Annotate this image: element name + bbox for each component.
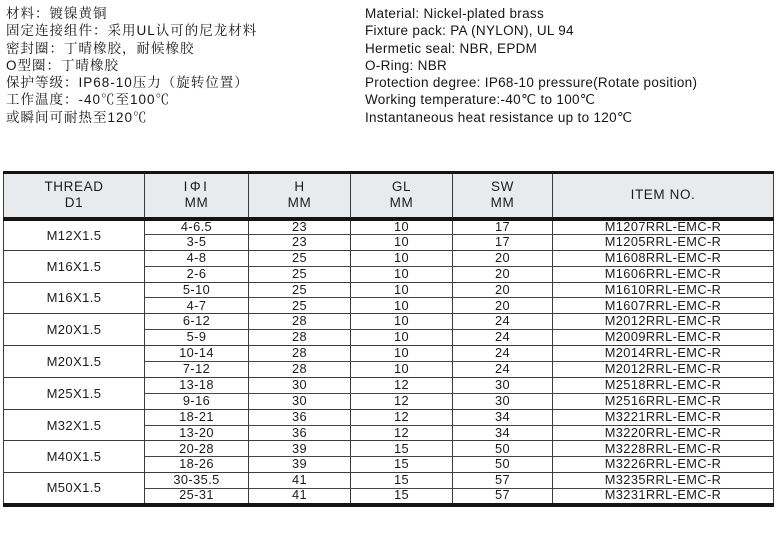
item-no-cell: M2012RRL-EMC-R: [553, 362, 774, 378]
gl-cell: 12: [351, 377, 453, 393]
sw-cell: 24: [453, 346, 553, 362]
item-no-cell: M2009RRL-EMC-R: [553, 330, 774, 346]
spec-line-material-zh: 材料：镀镍黄铜: [6, 6, 108, 21]
spec-line-seal-zh: 密封圈：丁晴橡胶，耐候橡胶: [6, 40, 195, 56]
item-no-cell: M3226RRL-EMC-R: [553, 457, 774, 473]
item-no-cell: M2012RRL-EMC-R: [553, 314, 774, 330]
gl-cell: 12: [351, 393, 453, 409]
sw-cell: 24: [453, 330, 553, 346]
item-no-cell: M1608RRL-EMC-R: [553, 250, 774, 266]
sw-cell: 17: [453, 234, 553, 250]
item-no-cell: M1606RRL-EMC-R: [553, 266, 774, 282]
gl-cell: 15: [351, 457, 453, 473]
table-header: [4, 173, 774, 219]
item-no-cell: M2014RRL-EMC-R: [553, 346, 774, 362]
item-no-cell: M1610RRL-EMC-R: [553, 282, 774, 298]
h-cell: 25: [249, 266, 351, 282]
sw-cell: 24: [453, 314, 553, 330]
phi-cell: 18-21: [145, 409, 249, 425]
h-cell: 30: [249, 393, 351, 409]
h-cell: 25: [249, 250, 351, 266]
phi-cell: 5-10: [145, 282, 249, 298]
phi-cell: 20-28: [145, 441, 249, 457]
spec-list-chinese: [6, 5, 257, 126]
phi-cell: 9-16: [145, 393, 249, 409]
phi-cell: 4-6.5: [145, 219, 249, 235]
sw-cell: 50: [453, 441, 553, 457]
h-cell: 41: [249, 473, 351, 489]
phi-cell: 13-18: [145, 377, 249, 393]
spec-line-protection-en: Protection degree: IP68-10 pressure(Rotate position): [365, 75, 698, 91]
spec-line-protection-zh: 保护等级：IP68-10压力（旋转位置）: [6, 75, 249, 91]
col-header-thread-d1: THREAD D1: [4, 173, 145, 219]
table-row: [4, 282, 774, 298]
h-cell: 25: [249, 282, 351, 298]
spec-line-fixture-zh: 固定连接组件：采用UL认可的尼龙材料: [6, 23, 258, 39]
sw-cell: 24: [453, 362, 553, 378]
gl-cell: 15: [351, 489, 453, 505]
item-no-cell: M1607RRL-EMC-R: [553, 298, 774, 314]
gl-cell: 10: [351, 219, 453, 235]
h-cell: 23: [249, 219, 351, 235]
thread-cell: M12X1.5: [4, 219, 145, 251]
phi-cell: 10-14: [145, 346, 249, 362]
h-cell: 23: [249, 234, 351, 250]
phi-cell: 2-6: [145, 266, 249, 282]
thread-cell: M40X1.5: [4, 441, 145, 473]
item-no-cell: M3220RRL-EMC-R: [553, 425, 774, 441]
phi-cell: 7-12: [145, 362, 249, 378]
phi-cell: 25-31: [145, 489, 249, 505]
col-header-sw-mm: SW MM: [453, 173, 553, 219]
gl-cell: 12: [351, 409, 453, 425]
item-no-cell: M2516RRL-EMC-R: [553, 393, 774, 409]
table-row: [4, 377, 774, 393]
table-row: [4, 441, 774, 457]
col-header-item-no: ITEM NO.: [553, 173, 774, 219]
h-cell: 39: [249, 441, 351, 457]
h-cell: 28: [249, 330, 351, 346]
gl-cell: 10: [351, 330, 453, 346]
spec-line-temp-zh: 工作温度：-40℃至100℃: [6, 92, 171, 108]
item-no-cell: M1205RRL-EMC-R: [553, 234, 774, 250]
sw-cell: 20: [453, 250, 553, 266]
h-cell: 28: [249, 346, 351, 362]
item-no-cell: M1207RRL-EMC-R: [553, 219, 774, 235]
sw-cell: 30: [453, 377, 553, 393]
phi-cell: 3-5: [145, 234, 249, 250]
sw-cell: 50: [453, 457, 553, 473]
item-no-cell: M2518RRL-EMC-R: [553, 377, 774, 393]
sw-cell: 17: [453, 219, 553, 235]
thread-cell: M20X1.5: [4, 346, 145, 378]
spec-line-fixture-en: Fixture pack: PA (NYLON), UL 94: [365, 23, 574, 39]
spec-line-temp-en: Working temperature:-40℃ to 100℃: [365, 92, 596, 108]
h-cell: 36: [249, 409, 351, 425]
gl-cell: 10: [351, 346, 453, 362]
thread-cell: M50X1.5: [4, 473, 145, 505]
phi-cell: 6-12: [145, 314, 249, 330]
phi-cell: 5-9: [145, 330, 249, 346]
col-header-phi-mm: IΦI MM: [145, 173, 249, 219]
gl-cell: 15: [351, 473, 453, 489]
gl-cell: 10: [351, 266, 453, 282]
h-cell: 28: [249, 314, 351, 330]
spec-line-heat-zh: 或瞬间可耐热至120℃: [6, 109, 148, 125]
h-cell: 41: [249, 489, 351, 505]
sw-cell: 20: [453, 282, 553, 298]
phi-cell: 4-7: [145, 298, 249, 314]
phi-cell: 13-20: [145, 425, 249, 441]
phi-cell: 4-8: [145, 250, 249, 266]
gl-cell: 10: [351, 362, 453, 378]
spec-list-english: [365, 5, 697, 126]
thread-cell: M16X1.5: [4, 282, 145, 314]
sw-cell: 57: [453, 489, 553, 505]
thread-cell: M16X1.5: [4, 250, 145, 282]
sw-cell: 20: [453, 266, 553, 282]
spec-line-seal-en: Hermetic seal: NBR, EPDM: [365, 40, 538, 56]
gl-cell: 15: [351, 441, 453, 457]
h-cell: 36: [249, 425, 351, 441]
h-cell: 39: [249, 457, 351, 473]
header-row: [4, 173, 774, 219]
col-header-h-mm: H MM: [249, 173, 351, 219]
thread-cell: M20X1.5: [4, 314, 145, 346]
sw-cell: 34: [453, 425, 553, 441]
phi-cell: 18-26: [145, 457, 249, 473]
h-cell: 25: [249, 298, 351, 314]
h-cell: 30: [249, 377, 351, 393]
spec-line-heat-en: Instantaneous heat resistance up to 120℃: [365, 109, 633, 125]
gl-cell: 12: [351, 425, 453, 441]
gl-cell: 10: [351, 282, 453, 298]
table-row: [4, 314, 774, 330]
item-no-cell: M3231RRL-EMC-R: [604, 487, 722, 503]
table-row: [4, 409, 774, 425]
table-row: [4, 473, 774, 489]
col-header-gl-mm: GL MM: [351, 173, 453, 219]
h-cell: 28: [249, 362, 351, 378]
table-row: [4, 346, 774, 362]
gl-cell: 10: [351, 298, 453, 314]
table-row: [4, 250, 774, 266]
sw-cell: 57: [453, 473, 553, 489]
gl-cell: 10: [351, 234, 453, 250]
item-no-cell: M3228RRL-EMC-R: [553, 441, 774, 457]
sw-cell: 20: [453, 298, 553, 314]
item-no-cell: M3235RRL-EMC-R: [553, 473, 774, 489]
spec-line-material-en: Material: Nickel-plated brass: [365, 6, 545, 21]
item-no-cell: M3221RRL-EMC-R: [553, 409, 774, 425]
spec-line-oring-zh: O型圈：丁晴橡胶: [6, 57, 120, 73]
thread-cell: M25X1.5: [4, 377, 145, 409]
thread-cell: M32X1.5: [4, 409, 145, 441]
gl-cell: 10: [351, 314, 453, 330]
phi-cell: 30-35.5: [145, 473, 249, 489]
gl-cell: 10: [351, 250, 453, 266]
sw-cell: 34: [453, 409, 553, 425]
spec-line-oring-en: O-Ring: NBR: [365, 57, 448, 73]
table-row: [4, 219, 774, 235]
dimension-table: [3, 171, 774, 507]
table-body: [4, 219, 774, 505]
sw-cell: 30: [453, 393, 553, 409]
